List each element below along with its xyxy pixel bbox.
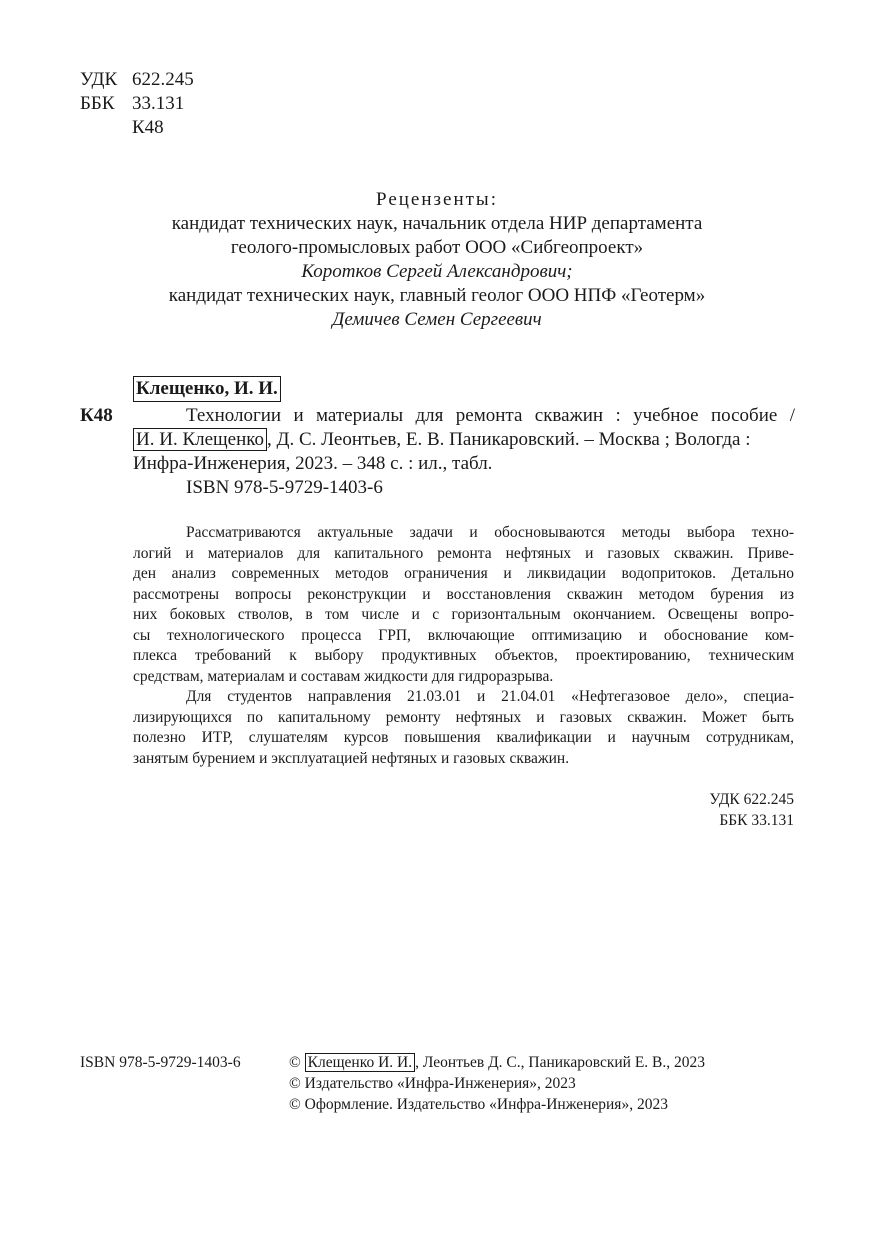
copyright-line-1 [289,1052,705,1073]
abstract-line: Рассматриваются актуальные задачи и обосновываются методы выбора техно- [186,524,794,541]
abstract-line: лизирующихся по капитальному ремонту нефтяных и газовых скважин. Может быть [133,708,794,726]
reviewer-line-3: кандидат технических наук, главный геолог ООО НПФ «Геотерм» [168,285,706,306]
abstract-line: них боковых стволов, в том числе и с горизонтальным окончанием. Освещены вопро- [133,606,794,623]
bbk-right: ББК 33.131 [719,812,794,829]
bbk-value: 33.131 [132,93,185,114]
abstract-line: рассмотрены вопросы реконструкции и восстановления скважин методом бурения из [133,585,794,603]
author-mark-row [80,116,164,140]
abstract-line: полезно ИТР, слушателям курсов повышения квалификации и научным сотрудникам, [133,729,794,746]
copyright-line-2: © Издательство «Инфра-Инженерия», 2023 [289,1075,576,1092]
bib-publisher-line: Инфра-Инженерия, 2023. – 348 с. : ил., табл. [133,453,493,474]
copyright-line-3: © Оформление. Издательство «Инфра-Инженерия», 2023 [289,1096,668,1113]
reviewers-title: Рецензенты: [376,189,498,210]
bib-isbn-line: ISBN 978-5-9729-1403-6 [186,477,383,498]
udk-value: 622.245 [132,69,194,90]
copyright-symbol: © [289,1054,301,1071]
bib-coauthors: , Д. С. Леонтьев, Е. В. Паникаровский. – Москва ; Вологда : [267,429,751,450]
author-mark-top: К48 [132,117,164,138]
udk-label: УДК [80,69,118,90]
udk-row [80,68,194,92]
bbk-label: ББК [80,93,115,114]
reviewer-line-2: геолого-промысловых работ ООО «Сибгеопроект» [230,237,644,258]
reviewer-name-2: Демичев Семен Сергеевич [332,309,542,330]
abstract-line: логий и материалов для капитального ремонта нефтяных и газовых скважин. Приве- [133,544,794,562]
abstract-line: сы технологического процесса ГРП, включающие оптимизацию и обоснование ком- [133,626,794,644]
abstract-line: плекса требований к выбору продуктивных объектов, проектированию, техническим [133,647,794,664]
author-mark-bib: К48 [80,405,113,426]
bib-authors-line [133,428,795,452]
bbk-row [80,92,184,116]
abstract-line: ден анализ современных методов ограничения и ликвидации водопритоков. Детально [133,565,794,582]
udk-right: УДК 622.245 [709,791,794,808]
isbn-bottom: ISBN 978-5-9729-1403-6 [80,1054,241,1071]
author-heading: Клещенко, И. И. [133,376,281,402]
bib-author-boxed: И. И. Клещенко [133,428,267,451]
bib-title-line: Технологии и материалы для ремонта скважин : учебное пособие / [186,405,795,426]
abstract-line: Для студентов направления 21.03.01 и 21.04.01 «Нефтегазовое дело», специа- [186,688,794,705]
reviewer-name-1: Коротков Сергей Александрович; [301,261,573,282]
reviewer-line-1: кандидат технических наук, начальник отдела НИР департамента [171,213,703,234]
abstract-line: занятым бурением и эксплуатацией нефтяных и газовых скважин. [133,749,570,767]
copyright-coauthors: , Леонтьев Д. С., Паникаровский Е. В., 2023 [415,1054,706,1071]
abstract-line: средствам, материалам и составам жидкости для гидроразрыва. [133,667,554,685]
copyright-author-boxed: Клещенко И. И. [305,1053,415,1072]
